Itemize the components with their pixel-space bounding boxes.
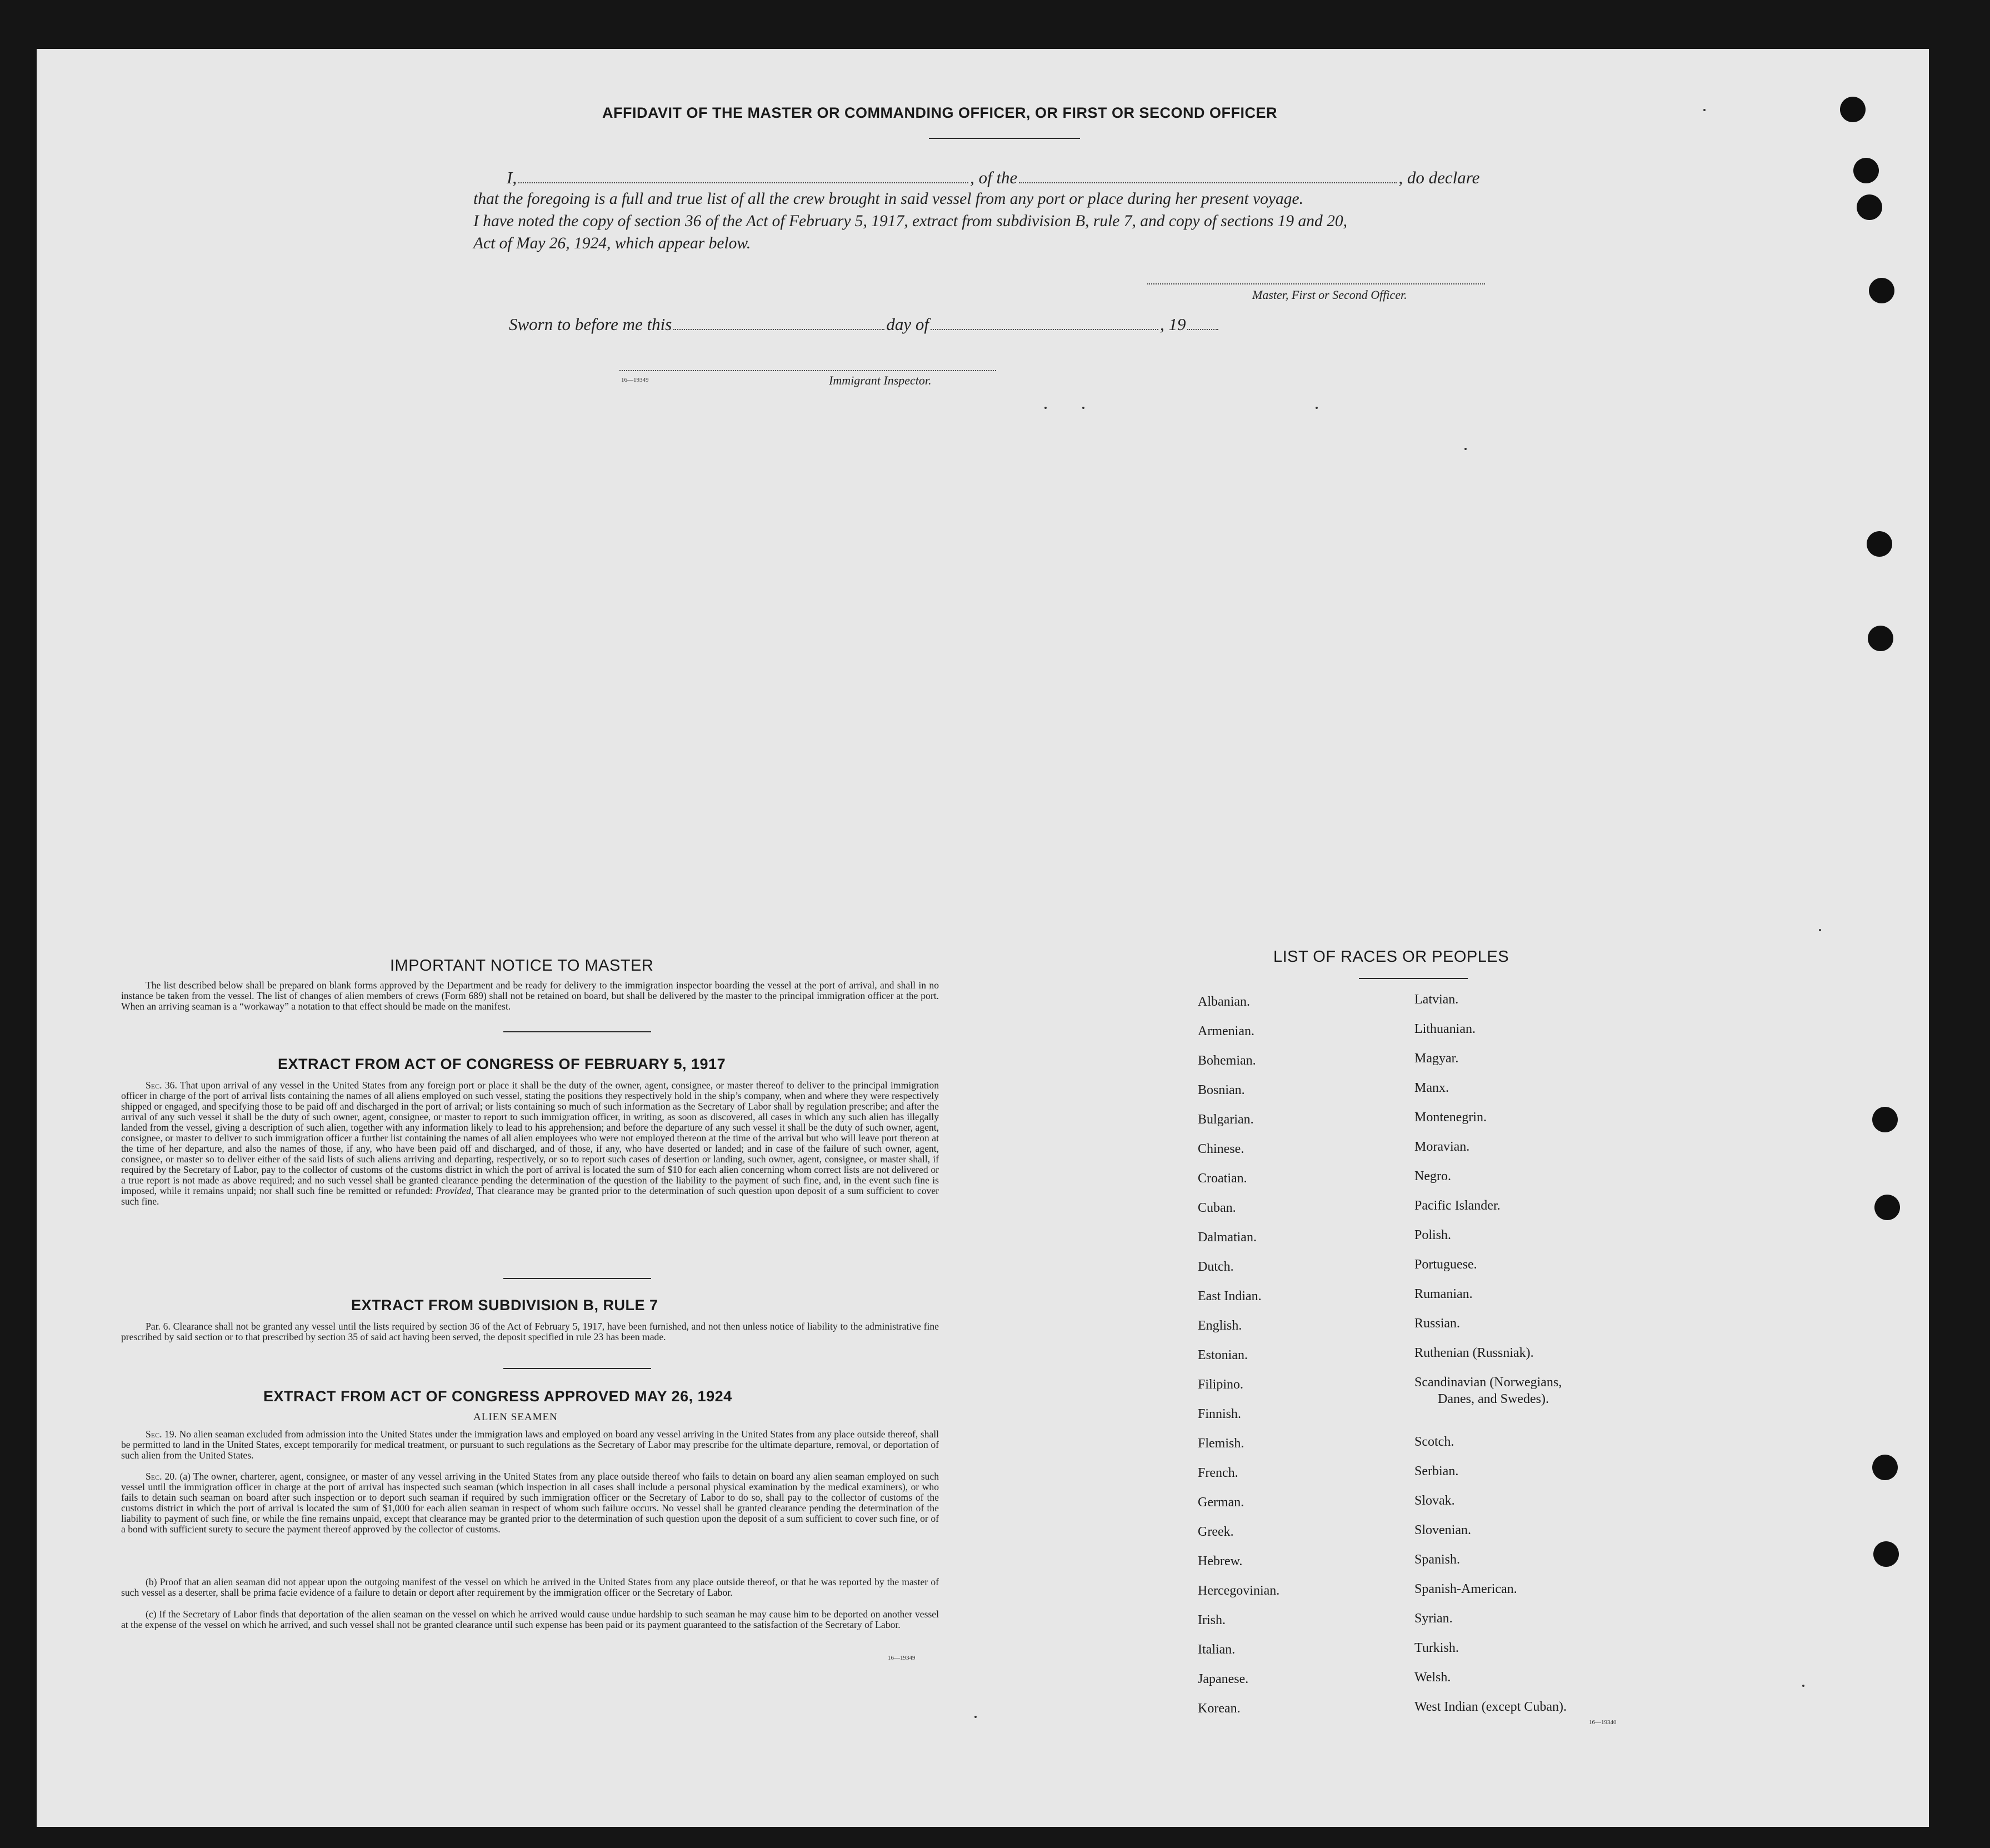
speck <box>1464 448 1467 450</box>
sec-20b-text: (b) Proof that an alien seaman did not appear upon the outgoing manifest of the vessel on which he arrived in the United States from any place outside thereof, or that he was reported by the master of such vessel as a deserter, shall be prima facie evidence of a failure to detain or deport after requirement by the immigration officer or the Secretary of Labor. <box>121 1576 939 1598</box>
sec-20a-body: (a) The owner, charterer, agent, consignee, or master of any vessel arriving in the United States from any place outside thereof who fails to detain on board any alien seaman employed on such vessel until the immigration officer in charge at the port of arrival has inspected such seaman (which inspection in all cases shall include a personal physical examination by the medical examiners), or who fails to detain such seaman on board after such inspection or to deport such seaman if required by such immigration officer or the Secretary of Labor to do so, shall pay to the collector of customs of the customs district in which the port of arrival is located the sum of $1,000 for each alien seaman in respect of whom such failure occurs. No vessel shall be granted clearance pending the determination of the liability to payment of such fine, or while the fine remains unpaid, except that clearance may be granted prior to the determination of such question upon the deposit of a sum sufficient to cover such fine, or of a bond with sufficient surety to secure the payment thereof approved by the collector of customs. <box>121 1471 939 1535</box>
notice-title: IMPORTANT NOTICE TO MASTER <box>390 957 654 975</box>
race-item: Serbian. <box>1414 1464 1459 1479</box>
affidavit-line-2: that the foregoing is a full and true list of all the crew brought in said vessel from any port or place during her present voyage. <box>473 190 1303 208</box>
speck <box>1819 929 1821 931</box>
race-item: Italian. <box>1198 1642 1236 1657</box>
sworn-text: Sworn to before me this <box>509 314 672 334</box>
sec-20c-text: (c) If the Secretary of Labor finds that deportation of the alien seaman on the vessel on which he arrived would cause undue hardship to such seaman he may cause him to be deported on another vessel at the expense of the vessel on which he arrived, and such vessel shall not be granted clearance until such expense has been paid or its payment guaranteed to the satisfaction of the Secretary of Labor. <box>121 1609 939 1630</box>
race-item: Montenegrin. <box>1414 1110 1487 1125</box>
race-item: Negro. <box>1414 1169 1451 1183</box>
sworn-day-of: day of <box>886 314 929 334</box>
race-item: Dutch. <box>1198 1260 1234 1274</box>
race-item: Irish. <box>1198 1613 1226 1627</box>
race-item: Hebrew. <box>1198 1554 1243 1569</box>
race-item: Cuban. <box>1198 1201 1236 1215</box>
race-item: Manx. <box>1414 1081 1449 1095</box>
rule7-rule <box>503 1368 651 1369</box>
punch-hole <box>1869 278 1894 303</box>
document-sheet <box>37 49 1929 1827</box>
race-item: West Indian (except Cuban). <box>1414 1700 1567 1714</box>
race-item: Albanian. <box>1198 995 1250 1009</box>
race-item: Magyar. <box>1414 1051 1459 1066</box>
race-item: Spanish. <box>1414 1552 1461 1567</box>
race-item: Hercegovinian. <box>1198 1584 1280 1598</box>
sworn-year-blank <box>1187 329 1218 330</box>
race-item: Latvian. <box>1414 992 1459 1007</box>
punch-hole <box>1867 531 1892 557</box>
name-blank <box>518 182 968 183</box>
extract-1917-title: EXTRACT FROM ACT OF CONGRESS OF FEBRUARY 5, 1917 <box>278 1056 726 1072</box>
race-item: Korean. <box>1198 1701 1241 1716</box>
inspector-signature-label: Immigrant Inspector. <box>829 373 932 387</box>
race-item: Armenian. <box>1198 1024 1254 1038</box>
speck <box>1802 1685 1804 1687</box>
sec-19-text <box>121 1429 939 1461</box>
speck <box>1044 407 1047 409</box>
race-item: Lithuanian. <box>1414 1022 1476 1036</box>
notice-rule <box>503 1031 651 1032</box>
race-item: Dalmatian. <box>1198 1230 1257 1245</box>
punch-hole <box>1840 97 1866 122</box>
race-item: German. <box>1198 1495 1244 1510</box>
races-form-number: 16—19340 <box>1589 1719 1617 1726</box>
affidavit-line-1 <box>507 168 1479 188</box>
vessel-blank <box>1019 182 1397 183</box>
race-item: English. <box>1198 1318 1242 1333</box>
speck <box>974 1716 977 1718</box>
sworn-month-blank <box>931 329 1158 330</box>
affidavit-title: AFFIDAVIT OF THE MASTER OR COMMANDING OFFICER, OR FIRST OR SECOND OFFICER <box>602 104 1277 121</box>
notice-text: The list described below shall be prepared on blank forms approved by the Department and be ready for delivery to the immigration inspector boarding the vessel at the port of arrival, and shall in no instance be taken from the vessel. The list of changes of alien members of crews (Form 689) shall not be retained on board, but shall be delivered by the master to the principal immigration officer at the port. When an arriving seaman is a “workaway” a notation to that effect should be made on the manifest. <box>121 980 939 1012</box>
race-item: Finnish. <box>1198 1407 1242 1421</box>
race-item: Syrian. <box>1414 1611 1453 1626</box>
race-item: Spanish-American. <box>1414 1582 1517 1596</box>
race-item: Russian. <box>1414 1316 1461 1331</box>
affidavit-of-the: , of the <box>970 168 1018 187</box>
punch-hole <box>1872 1107 1898 1132</box>
punch-hole <box>1853 158 1879 183</box>
punch-hole <box>1873 1541 1899 1567</box>
race-item: Bohemian. <box>1198 1053 1256 1068</box>
race-item: Scandinavian (Norwegians, <box>1414 1375 1562 1390</box>
act-1924-form-number: 16—19349 <box>888 1655 916 1661</box>
speck <box>1703 109 1706 111</box>
punch-hole <box>1868 626 1893 651</box>
extract-1917-rule <box>503 1278 651 1279</box>
sec-20-label: Sec. 20. <box>146 1471 177 1482</box>
race-item: Chinese. <box>1198 1142 1244 1156</box>
affidavit-form-number: 16—19349 <box>621 377 649 383</box>
punch-hole <box>1874 1195 1900 1220</box>
race-item: Greek. <box>1198 1525 1234 1539</box>
rule7-title: EXTRACT FROM SUBDIVISION B, RULE 7 <box>351 1297 658 1313</box>
affidavit-line-3: I have noted the copy of section 36 of the Act of February 5, 1917, extract from subdivision B, rule 7, and copy of sections 19 and 20, <box>473 212 1348 230</box>
races-title: LIST OF RACES OR PEOPLES <box>1273 948 1509 966</box>
speck <box>1082 407 1084 409</box>
affidavit-i: I, <box>507 168 517 187</box>
race-item: Filipino. <box>1198 1377 1244 1392</box>
punch-hole <box>1872 1455 1898 1480</box>
race-item: Turkish. <box>1414 1641 1459 1655</box>
master-signature-label: Master, First or Second Officer. <box>1252 288 1407 302</box>
race-item: Japanese. <box>1198 1672 1249 1686</box>
race-item: Slovenian. <box>1414 1523 1471 1537</box>
race-item: Pacific Islander. <box>1414 1198 1501 1213</box>
race-item: Portuguese. <box>1414 1257 1477 1272</box>
rule7-text: Par. 6. Clearance shall not be granted any vessel until the lists required by section 36 of the Act of February 5, 1917, have been furnished, and not then unless notice of liability to the administrative fine prescribed by said section or to that prescribed by section 35 of said act having been served, the deposit specified in rule 23 has been made. <box>121 1321 939 1342</box>
race-item: Flemish. <box>1198 1436 1244 1451</box>
act-1924-title: EXTRACT FROM ACT OF CONGRESS APPROVED MAY 26, 1924 <box>263 1388 732 1405</box>
sworn-line <box>509 314 1220 334</box>
sec-36-proviso: That clearance may be granted prior to the determination of such question upon deposit of a sum sufficient to cover such fine. <box>121 1185 939 1207</box>
race-item: Croatian. <box>1198 1171 1247 1186</box>
master-signature-line <box>1147 283 1485 284</box>
race-item: Bosnian. <box>1198 1083 1245 1097</box>
race-item: Rumanian. <box>1414 1287 1473 1301</box>
punch-hole <box>1857 194 1882 220</box>
speck <box>1316 407 1318 409</box>
races-rule <box>1359 978 1468 979</box>
race-item: French. <box>1198 1466 1238 1480</box>
alien-seamen-subtitle: ALIEN SEAMEN <box>473 1411 558 1423</box>
sec-36-label: Sec. 36. <box>146 1080 177 1091</box>
affidavit-do-declare: , do declare <box>1398 168 1480 187</box>
sec-20a-text <box>121 1471 939 1535</box>
inspector-signature-line <box>619 370 996 371</box>
affidavit-line-4: Act of May 26, 1924, which appear below. <box>473 234 751 252</box>
sec-36-proviso-word: Provided, <box>436 1185 474 1196</box>
race-item-continuation: Danes, and Swedes). <box>1438 1392 1549 1406</box>
sec-36-body: That upon arrival of any vessel in the United States from any foreign port or place it shall be the duty of the owner, agent, consignee, or master thereof to deliver to the principal immigration officer in charge of the port of arrival lists containing the names of all aliens employed on such vessel, stating the positions they respectively hold in the ship’s company, when and where they were respectively shipped or engaged, and specifying those to be paid off and discharged in the port of arrival; or lists containing so much of such information as the Secretary of Labor shall by regulation prescribe; and after the arrival of any such vessel it shall be the duty of such owner, agent, consignee, or master to report to such immigration officer, in writing, as soon as discovered, all cases in which any such alien has illegally landed from the vessel, giving a description of such alien, together with any information likely to lead to his apprehension; and before the departure of any such vessel it shall be the duty of such owner, agent, consignee, or master to deliver to such immigration officer a further list containing the names of all alien employees who were not employed thereon at the time of the arrival but who will leave port thereon at the time of her departure, and also the names of those, if any, who have been paid off and discharged, and of those, if any, who have deserted or landed; and in case of the failure of such owner, agent, consignee, or master so to deliver either of the said lists of such aliens arriving and departing, respectively, or so to report such cases of desertion or landing, such owner, agent, consignee, or master shall, if required by the Secretary of Labor, pay to the collector of customs of the customs district in which the port of arrival is located the sum of $10 for each alien concerning whom correct lists are not delivered or a true report is not made as above required; and no such vessel shall be granted clearance pending the determination of the question of the liability to the payment of such fine, and, in the event such fine is imposed, while it remains unpaid; nor shall such fine be remitted or refunded: <box>121 1080 939 1196</box>
race-item: East Indian. <box>1198 1289 1262 1303</box>
affidavit-title-rule <box>929 138 1080 139</box>
race-item: Estonian. <box>1198 1348 1248 1362</box>
sec-19-label: Sec. 19. <box>146 1429 177 1440</box>
sworn-day-blank <box>673 329 884 330</box>
race-item: Scotch. <box>1414 1435 1454 1449</box>
sec-19-body: No alien seaman excluded from admission into the United States under the immigration laws and employed on board any vessel arriving in the United States from any place outside thereof, shall be permitted to land in the United States, except temporarily for medical treatment, or pursuant to such regulations as the Secretary of Labor may prescribe for the ultimate departure, removal, or deportation of such alien from the United States. <box>121 1429 939 1461</box>
race-item: Bulgarian. <box>1198 1112 1254 1127</box>
race-item: Welsh. <box>1414 1670 1451 1685</box>
sworn-year: , 19 <box>1159 314 1186 334</box>
race-item: Ruthenian (Russniak). <box>1414 1346 1534 1360</box>
race-item: Polish. <box>1414 1228 1452 1242</box>
race-item: Slovak. <box>1414 1494 1455 1508</box>
extract-1917-text <box>121 1080 939 1207</box>
race-item: Moravian. <box>1414 1140 1470 1154</box>
